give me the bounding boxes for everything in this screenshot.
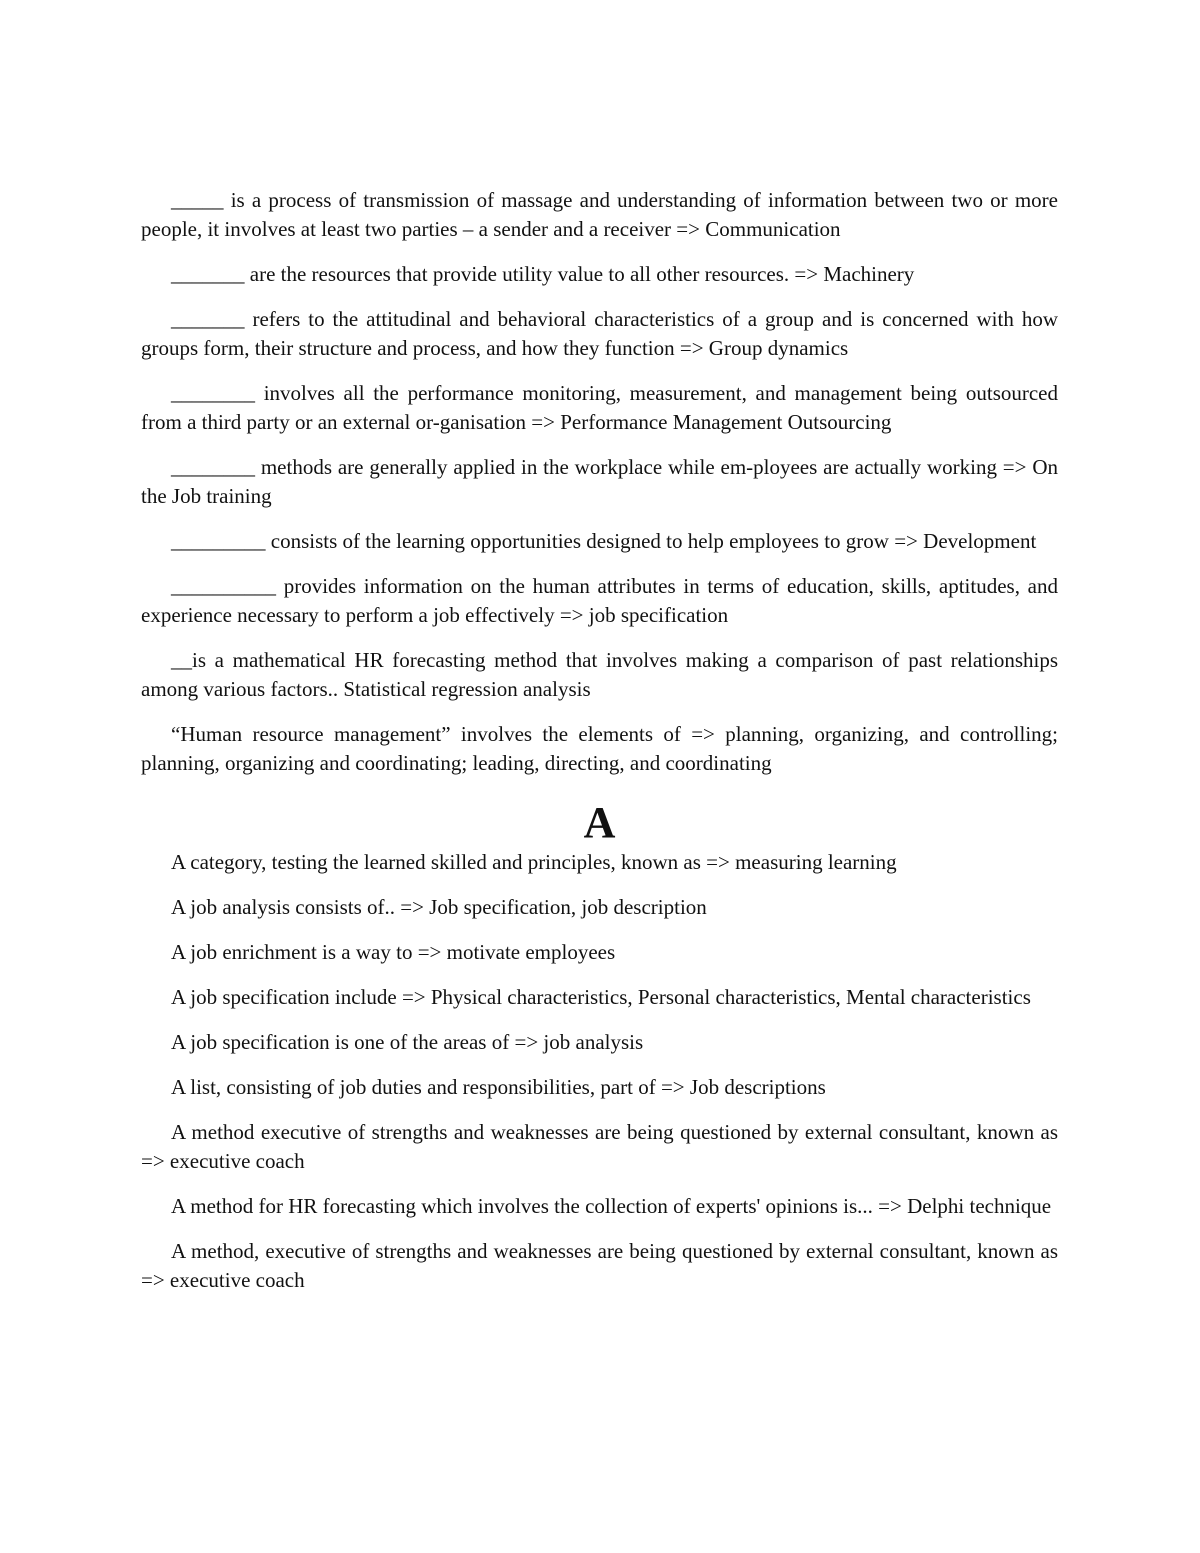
paragraph-a-job-specification-include: A job specification include => Physical characteristics, Personal characteristics, Mental characteristics (171, 985, 1031, 1009)
paragraph-job-specification: __________ provides information on the human attributes in terms of education, skills, aptitudes, and experience necessary to perform a job effectively => job specification (141, 574, 1058, 627)
document-page (141, 186, 1058, 1311)
paragraph-performance-outsourcing: ________ involves all the performance monitoring, measurement, and management being outsourced from a third party or an external or-ganisation => Performance Management Outsourcing (141, 381, 1058, 434)
paragraph-a-delphi-technique: A method for HR forecasting which involves the collection of experts' opinions is... => Delphi technique (171, 1194, 1052, 1218)
paragraph-regression-analysis: __is a mathematical HR forecasting method that involves making a comparison of past relationships among various factors.. Statistical regression analysis (141, 648, 1058, 701)
paragraph-communication: _____ is a process of transmission of massage and understanding of information between two or more people, it involves at least two parties – a sender and a receiver => Communication (141, 188, 1058, 241)
paragraph-a-job-specification-area: A job specification is one of the areas of => job analysis (171, 1030, 644, 1054)
paragraph-hrm-elements: “Human resource management” involves the elements of => planning, organizing, and controlling; planning, organizing and coordinating; leading, directing, and coordinating (141, 722, 1058, 775)
paragraph-a-executive-coach-repeat: A method, executive of strengths and weaknesses are being questioned by external consultant, known as => executive coach (141, 1239, 1058, 1292)
paragraph-a-job-enrichment: A job enrichment is a way to => motivate employees (171, 940, 616, 964)
paragraph-machinery: _______ are the resources that provide utility value to all other resources. => Machinery (171, 262, 915, 286)
paragraph-a-measuring-learning: A category, testing the learned skilled and principles, known as => measuring learning (171, 850, 897, 874)
paragraph-development: _________ consists of the learning opportunities designed to help employees to grow => Development (171, 529, 1037, 553)
paragraph-group-dynamics: _______ refers to the attitudinal and behavioral characteristics of a group and is concerned with how groups form, their structure and process, and how they function => Group dynamics (141, 307, 1058, 360)
section-heading-a: A (583, 798, 616, 847)
paragraph-a-executive-coach: A method executive of strengths and weaknesses are being questioned by external consultant, known as => executive coach (141, 1120, 1058, 1173)
paragraph-on-the-job-training: ________ methods are generally applied in the workplace while em-ployees are actually working => On the Job training (141, 455, 1058, 508)
paragraph-a-job-analysis: A job analysis consists of.. => Job specification, job description (171, 895, 707, 919)
paragraph-a-job-descriptions: A list, consisting of job duties and responsibilities, part of => Job descriptions (171, 1075, 826, 1099)
